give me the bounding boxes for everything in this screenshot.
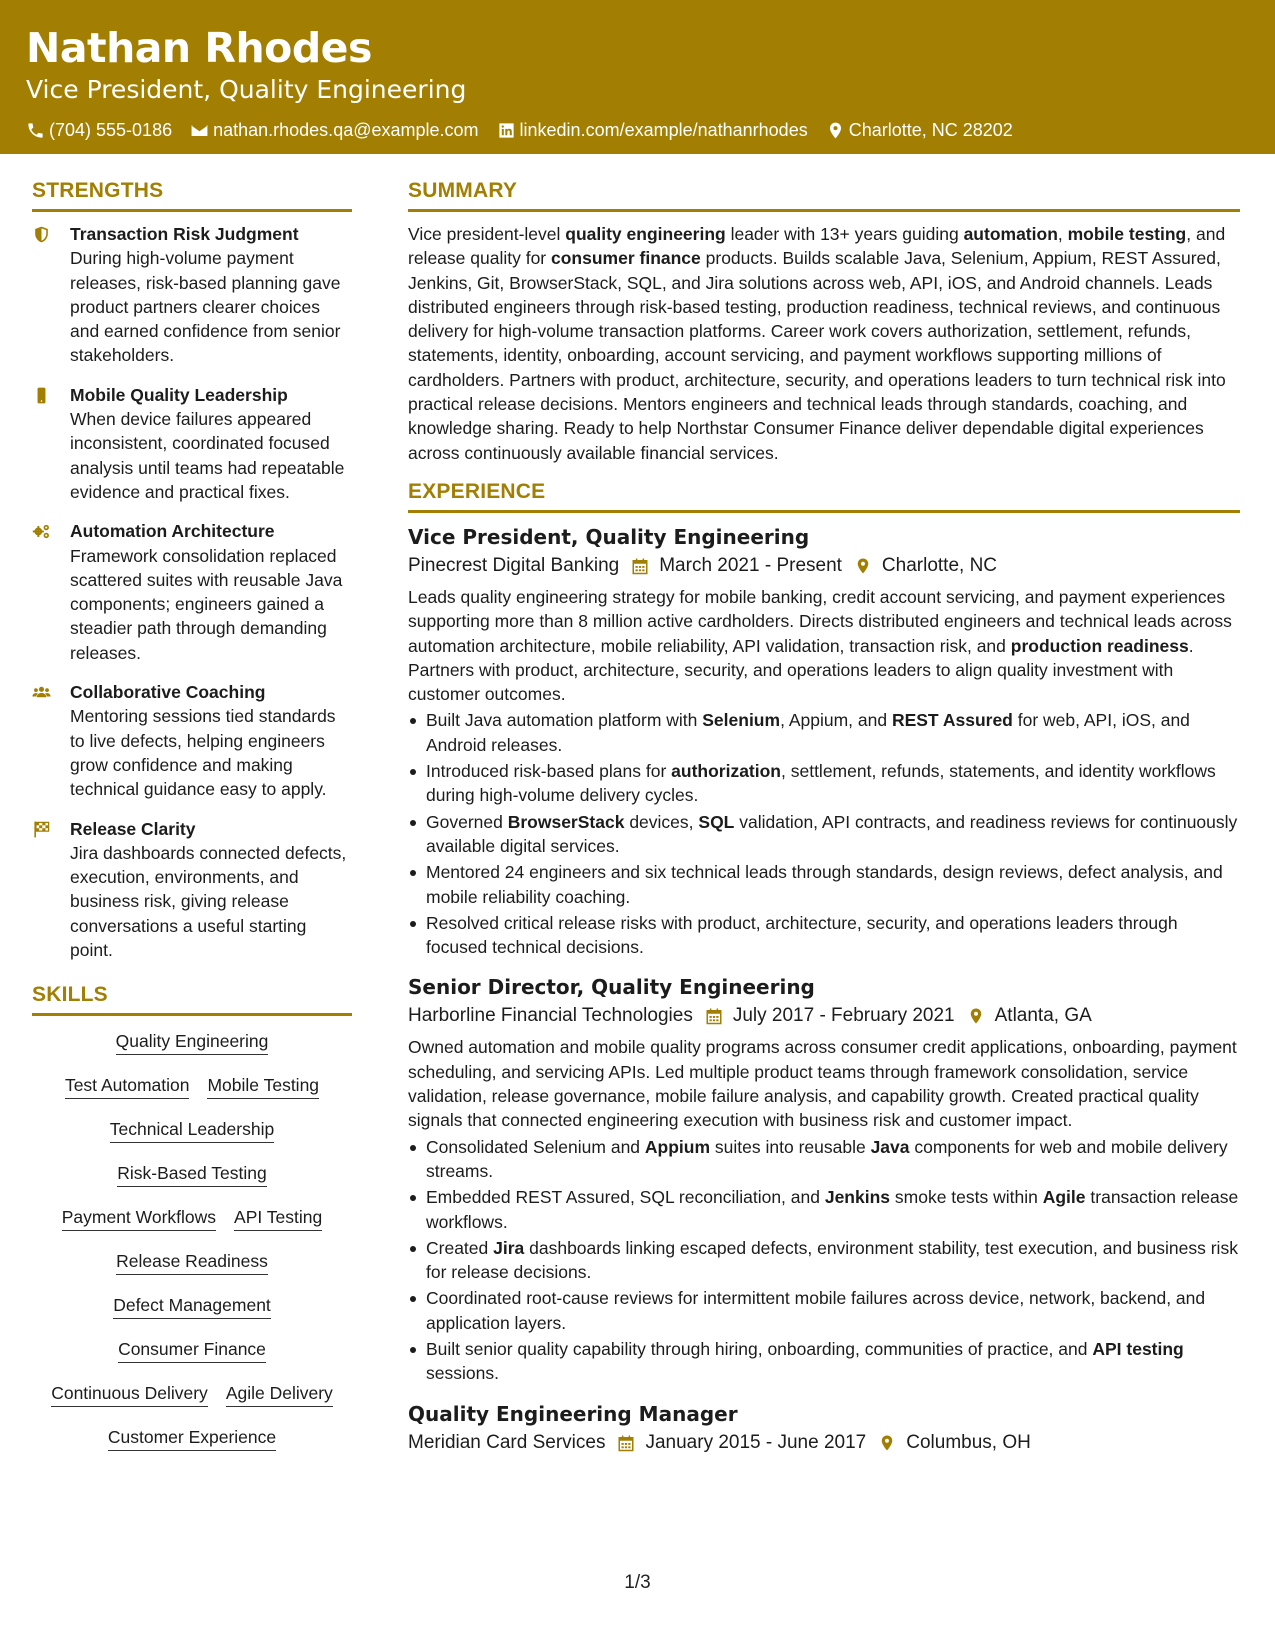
strength-title: Collaborative Coaching [70,682,266,703]
strength-item [32,817,352,963]
bold-keyword: Appium [644,1136,711,1157]
map-pin-icon [826,121,845,140]
skill-tag: Quality Engineering [116,1030,269,1055]
skill-tag: Continuous Delivery [51,1382,208,1407]
text-segment: smoke tests within [890,1187,1043,1208]
flag-checkered-icon [32,820,51,839]
skill-row [32,1074,352,1099]
phone-icon [26,121,45,140]
bold-keyword: API testing [1092,1338,1184,1359]
text-segment: , [1057,224,1068,244]
job-bullets [408,1135,1240,1386]
job-dates: July 2017 - February 2021 [705,1001,955,1031]
bold-keyword: REST Assured [891,710,1013,731]
job-dates: March 2021 - Present [631,551,842,581]
text-segment: Introduced risk-based plans for [426,761,672,782]
text-segment: , Appium, and [780,710,892,731]
skill-tag: Technical Leadership [110,1118,274,1143]
skill-row [32,1294,352,1319]
text-segment: Owned automation and mobile quality programs across consumer credit applications, onboarding, payment scheduling, and servicing APIs. Led multiple product teams through framework consolidation, service validation, release governance, mobile failure analysis, and capability growth. Created practical quality signals that connected engineering execution with business risk and customer impact. [408,1037,1237,1131]
strength-title: Automation Architecture [70,521,275,542]
candidate-name: Nathan Rhodes [26,24,372,72]
text-segment: components for web and mobile delivery streams. [426,1136,1228,1181]
text-segment: Built Java automation platform with [426,710,703,731]
skill-tag: Release Readiness [116,1250,268,1275]
skill-row [32,1162,352,1187]
strength-item [32,680,352,801]
text-segment: Consolidated Selenium and [426,1136,645,1157]
candidate-headline: Vice President, Quality Engineering [26,75,467,104]
right-column [408,178,1240,1472]
strength-desc: When device failures appeared inconsistent, coordinated focused analysis until teams had repeatable evidence and practical fixes. [70,409,345,502]
bold-keyword: Jira [493,1237,525,1258]
contact-email[interactable] [190,118,478,142]
bold-keyword: Jenkins [824,1187,891,1208]
contact-location [826,118,1013,142]
text-segment: Mentored 24 engineers and six technical leads through standards, design reviews, defect analysis, and mobile reliability coaching. [426,862,1223,907]
users-icon [32,683,51,702]
email-text: nathan.rhodes.qa@example.com [213,120,479,140]
job-entry [408,1400,1240,1458]
bold-keyword: mobile testing [1067,224,1187,244]
skills-heading: SKILLS [32,982,352,1016]
skill-tag: Defect Management [113,1294,271,1319]
text-segment: Vice president-level [408,224,566,244]
skill-tag: API Testing [234,1206,322,1231]
strength-item [32,222,352,368]
skill-tag: Mobile Testing [207,1074,319,1099]
skill-tag: Payment Workflows [62,1206,216,1231]
mobile-icon [32,386,51,405]
job-company: Meridian Card Services [408,1431,606,1453]
bold-keyword: quality engineering [565,224,726,244]
text-segment: Leads quality engineering strategy for mobile banking, credit account servicing, and payment experiences supporting more than 8 million active cardholders. Directs distributed engineers and technical leads across automation architecture, mobile reliability, API validation, transaction risk, and [408,586,1232,656]
strength-title: Transaction Risk Judgment [70,224,299,244]
job-meta [408,1001,1240,1031]
text-segment: suites into reusable [710,1136,871,1157]
linkedin-text: linkedin.com/example/nathanrhodes [519,120,808,140]
job-bullet [408,810,1240,859]
calendar-icon [617,1434,635,1452]
job-location: Columbus, OH [878,1428,1031,1458]
text-segment: Embedded REST Assured, SQL reconciliation, and [426,1187,825,1208]
text-segment: dashboards linking escaped defects, environment stability, test execution, and business risk for release decisions. [426,1237,1238,1283]
skill-row [32,1382,352,1407]
skill-tag: Customer Experience [108,1426,276,1451]
text-segment: validation, API contracts, and readiness reviews for continuously available digital services. [426,811,1238,856]
job-meta [408,1428,1240,1458]
resume-header [0,0,1275,154]
bold-keyword: automation [963,224,1058,244]
text-segment: products. Builds scalable Java, Selenium, Appium, REST Assured, Jenkins, Git, BrowserStack, SQL, and Jira solutions across web, API, iOS, and Android channels. Leads distributed engineers through risk-based testing, production readiness, technical reviews, and continuous delivery for high-volume transaction platforms. Career work covers authorization, settlement, refunds, statements, identity, onboarding, account servicing, and payment workflows supporting millions of cardholders. Partners with product, architecture, security, and operations leaders to turn technical risk into practical release decisions. Mentors engineers and technical leads through standards, coaching, and knowledge sharing. Ready to help Northstar Consumer Finance deliver dependable digital experiences across continuously available financial services. [408,248,1226,463]
summary-heading: SUMMARY [408,178,1240,212]
text-segment: . Partners with product, architecture, security, and operations leaders to align quality investment with customer outcomes. [408,635,1194,705]
bold-keyword: authorization [671,761,781,782]
job-bullets [408,708,1240,959]
gears-icon [32,522,51,541]
text-segment: leader with 13+ years guiding [725,224,964,244]
job-title: Quality Engineering Manager [408,1401,738,1426]
contact-bar [26,118,1249,142]
strengths-heading: STRENGTHS [32,178,352,212]
skill-tag: Agile Delivery [226,1382,333,1407]
phone-text: (704) 555-0186 [49,120,173,140]
strength-desc: Jira dashboards connected defects, execution, environments, and business risk, giving release conversations a useful starting point. [70,842,347,961]
job-company: Harborline Financial Technologies [408,1005,693,1027]
skill-tag: Risk-Based Testing [117,1162,266,1187]
experience-heading: EXPERIENCE [408,479,1240,513]
text-segment: Resolved critical release risks with product, architecture, security, and operations leaders through focused technical decisions. [426,912,1178,958]
bold-keyword: production readiness [1010,635,1189,656]
bold-keyword: BrowserStack [507,811,625,832]
text-segment: Created [426,1237,494,1258]
location-text: Charlotte, NC 28202 [848,120,1013,140]
contact-phone[interactable] [26,118,172,142]
job-bullet [408,759,1240,808]
skill-tag: Consumer Finance [118,1338,266,1363]
calendar-icon [631,557,649,575]
strength-item [32,383,352,504]
job-location: Atlanta, GA [967,1001,1092,1031]
job-entry [408,973,1240,1385]
job-title: Vice President, Quality Engineering [408,524,810,549]
page-number: 1/3 [624,1572,651,1593]
strength-title: Mobile Quality Leadership [70,384,288,405]
job-bullet [408,860,1240,909]
job-meta [408,551,1240,581]
job-description [408,585,1240,706]
bold-keyword: Agile [1042,1187,1086,1208]
strength-desc: Framework consolidation replaced scattered suites with reusable Java components; engineers gained a steadier path through demanding releases. [70,545,343,663]
experience-list [408,523,1240,1458]
job-dates: January 2015 - June 2017 [617,1428,866,1458]
skill-tag: Test Automation [65,1074,190,1099]
map-pin-icon [967,1007,985,1025]
linkedin-icon [497,121,516,140]
calendar-icon [705,1007,723,1025]
left-column [32,178,352,1470]
strength-desc: Mentoring sessions tied standards to live defects, helping engineers grow confidence and making technical guidance easy to apply. [70,706,336,800]
job-bullet [408,911,1240,960]
job-bullet [408,1286,1240,1335]
strength-title: Release Clarity [70,818,196,839]
bold-keyword: Java [870,1136,910,1157]
skill-row [32,1118,352,1143]
strength-desc: During high-volume payment releases, risk-based planning gave product partners clearer choices and earned confidence from senior stakeholders. [70,248,341,366]
job-description [408,1035,1240,1132]
skill-row [32,1250,352,1275]
text-segment: Governed [426,811,508,832]
strength-item [32,519,352,665]
job-entry [408,523,1240,959]
job-bullet [408,1135,1240,1184]
text-segment: transaction release workflows. [426,1187,1239,1232]
shield-icon [32,225,51,244]
envelope-icon [190,121,209,140]
text-segment: , and release quality for [408,224,1226,269]
skill-row [32,1206,352,1231]
bold-keyword: consumer finance [551,248,701,269]
skill-row [32,1030,352,1055]
job-bullet [408,1185,1240,1234]
skill-row [32,1338,352,1363]
text-segment: Built senior quality capability through hiring, onboarding, communities of practice, and [426,1338,1093,1359]
map-pin-icon [854,557,872,575]
job-bullet [408,1236,1240,1285]
job-company: Pinecrest Digital Banking [408,554,620,576]
bold-keyword: Selenium [702,710,781,731]
contact-linkedin[interactable] [497,118,808,142]
job-bullet [408,708,1240,757]
job-bullet [408,1337,1240,1386]
text-segment: devices, [624,811,699,832]
map-pin-icon [878,1434,896,1452]
text-segment: , settlement, refunds, statements, and identity workflows during high-volume delivery cycles. [426,761,1216,806]
skills-list [32,1026,352,1451]
text-segment: Coordinated root-cause reviews for intermittent mobile failures across device, network, backend, and application layers. [426,1288,1206,1333]
job-location: Charlotte, NC [854,551,997,581]
text-segment: sessions. [426,1363,499,1384]
summary-text [408,222,1240,465]
job-title: Senior Director, Quality Engineering [408,975,815,1000]
text-segment: for web, API, iOS, and Android releases. [426,710,1190,755]
bold-keyword: SQL [698,811,735,832]
skill-row [32,1426,352,1451]
